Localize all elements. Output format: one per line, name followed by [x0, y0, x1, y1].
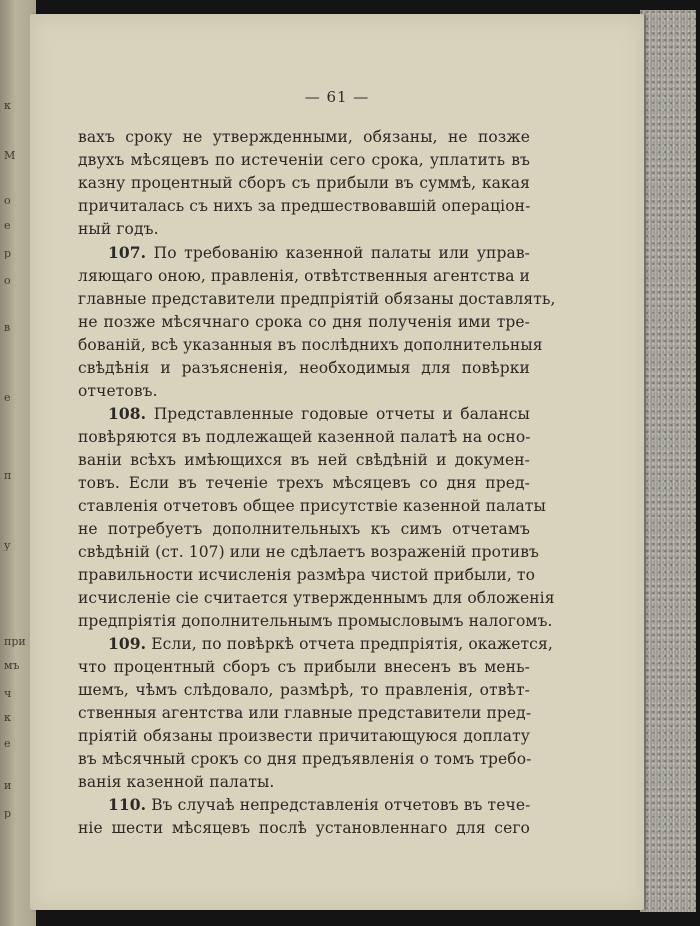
text-run: Если, по повѣркѣ отчета предпріятія, окажется,	[151, 635, 553, 653]
text-run: Представленные годовые отчеты и балансы	[153, 405, 530, 423]
left-page-fragment: о	[4, 195, 11, 206]
section-108-first-line	[108, 403, 530, 425]
section-number: 108.	[108, 404, 147, 423]
left-page-fragment: у	[4, 540, 11, 551]
section-number: 107.	[108, 243, 147, 262]
text-line: бованій, всѣ указанныя въ послѣднихъ дополнительныя	[78, 336, 543, 354]
text-line: не позже мѣсячнаго срока со дня полученія ими тре-	[78, 313, 530, 331]
book-page	[30, 14, 644, 910]
left-page-fragment: к	[4, 100, 11, 111]
text-line: предпріятія дополнительнымъ промысловымъ налогомъ.	[78, 612, 553, 630]
left-page-fragment: мъ	[4, 660, 20, 671]
text-line: пріятій обязаны произвести причитающуюся доплату	[78, 727, 530, 745]
text-line: вахъ сроку не утвержденными, обязаны, не позже	[78, 128, 530, 146]
text-line: отчетовъ.	[78, 382, 158, 400]
text-line: причиталась съ нихъ за предшествовавшій операціон-	[78, 197, 531, 215]
text-line: ніе шести мѣсяцевъ послѣ установленнаго для сего	[78, 819, 530, 837]
text-line: повѣряются въ подлежащей казенной палатѣ на осно-	[78, 428, 531, 446]
page-number: — 61 —	[304, 88, 370, 106]
text-line: ванія казенной палаты.	[78, 773, 275, 791]
section-109-first-line	[108, 633, 553, 655]
text-line: ляющаго оною, правленія, отвѣтственныя агентства и	[78, 267, 530, 285]
left-page-fragment: ч	[4, 688, 12, 699]
text-line: ный годъ.	[78, 220, 159, 238]
text-line: что процентный сборъ съ прибыли внесенъ въ мень-	[78, 658, 530, 676]
left-page-fragment: е	[4, 220, 11, 231]
left-page-fragment: е	[4, 392, 11, 403]
text-line: главные представители предпріятій обязаны доставлять,	[78, 290, 556, 308]
text-run: Въ случаѣ непредставленія отчетовъ въ тече-	[151, 796, 531, 814]
left-page-fragment: п	[4, 470, 12, 481]
left-page-fragment: при	[4, 636, 26, 647]
text-line: товъ. Если въ теченіе трехъ мѣсяцевъ со дня пред-	[78, 474, 530, 492]
text-line: свѣдѣній (ст. 107) или не сдѣлаетъ возраженій противъ	[78, 543, 539, 561]
text-line: двухъ мѣсяцевъ по истеченіи сего срока, уплатить въ	[78, 151, 530, 169]
text-line: не потребуетъ дополнительныхъ къ симъ отчетамъ	[78, 520, 530, 538]
left-page-fragment: р	[4, 248, 12, 259]
left-page-fragment: к	[4, 712, 11, 723]
left-page-fragment: е	[4, 738, 11, 749]
left-page-fragment: М	[4, 150, 16, 161]
text-line: ственныя агентства или главные представители пред-	[78, 704, 532, 722]
text-line: ваніи всѣхъ имѣющихся въ ней свѣдѣній и докумен-	[78, 451, 530, 469]
left-page-fragment: о	[4, 275, 11, 286]
text-line: исчисленіе сіе считается утвержденнымъ для обложенія	[78, 589, 555, 607]
text-line: свѣдѣнія и разъясненія, необходимыя для повѣрки	[78, 359, 530, 377]
section-110-first-line	[108, 794, 530, 816]
left-page-fragment: р	[4, 808, 12, 819]
book-page-block-edge	[640, 10, 696, 912]
text-line: казну процентный сборъ съ прибыли въ суммѣ, какая	[78, 174, 530, 192]
left-page-fragment: в	[4, 322, 11, 333]
text-line: правильности исчисленія размѣра чистой прибыли, то	[78, 566, 536, 584]
text-run: По требованію казенной палаты или управ-	[153, 244, 530, 262]
text-line: въ мѣсячный срокъ со дня предъявленія о томъ требо-	[78, 750, 532, 768]
section-107-first-line	[108, 242, 530, 264]
text-line: ставленія отчетовъ общее присутствіе казенной палаты	[78, 497, 546, 515]
section-number: 109.	[108, 634, 147, 653]
section-number: 110.	[108, 795, 147, 814]
left-page-fragment: и	[4, 780, 12, 791]
text-line: шемъ, чѣмъ слѣдовало, размѣрѣ, то правленія, отвѣт-	[78, 681, 530, 699]
